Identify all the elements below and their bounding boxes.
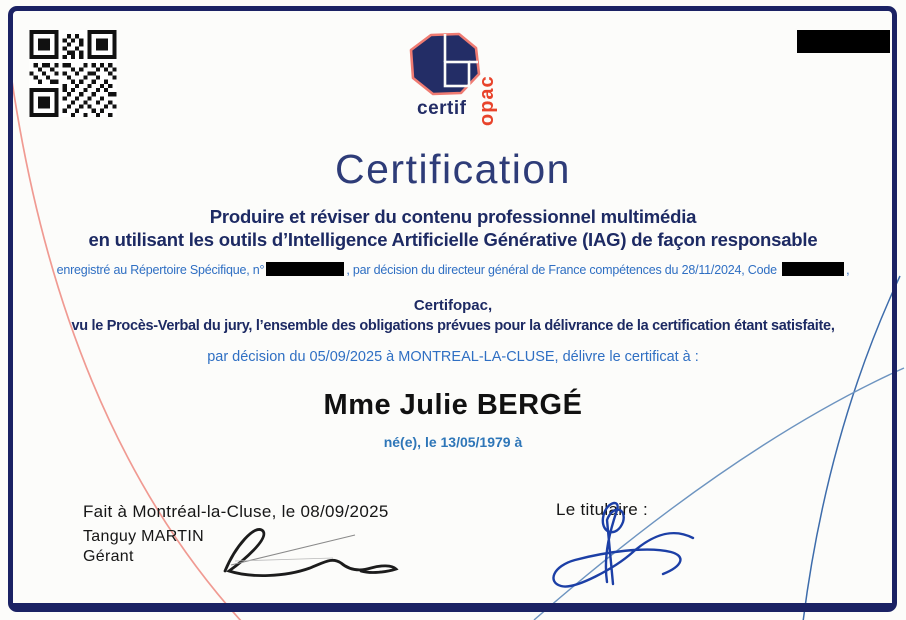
logo-opac-text: opac	[476, 75, 498, 126]
signatory-name: Tanguy MARTIN	[83, 528, 204, 545]
registration-text-1: enregistré au Répertoire Spécifique, n°	[56, 263, 265, 277]
jury-line: vu le Procès-Verbal du jury, l’ensemble des obligations prévues pour la délivrance de la certification étant satisfaite,	[71, 318, 835, 334]
registration-text-3: ,	[846, 263, 850, 277]
signatory-role: Gérant	[83, 548, 134, 565]
registration-line	[0, 262, 906, 277]
certifopac-octagon-icon	[409, 32, 481, 96]
recipient-name: Mme Julie BERGÉ	[323, 389, 583, 421]
decision-line: par décision du 05/09/2025 à MONTREAL-LA-CLUSE, délivre le certificat à :	[207, 349, 699, 365]
redaction-box-code	[782, 262, 844, 276]
redaction-box-number	[266, 262, 344, 276]
registration-text-2: , par décision du directeur général de France compétences du 28/11/2024, Code	[346, 263, 777, 277]
issuer-line: Certifopac,	[413, 297, 493, 314]
holder-label: Le titulaire :	[556, 500, 649, 519]
certifopac-logo	[401, 28, 511, 128]
issue-place-date: Fait à Montréal-la-Cluse, le 08/09/2025	[83, 502, 389, 521]
issuer-signature	[195, 505, 410, 590]
birth-line: né(e), le 13/05/1979 à	[383, 434, 523, 450]
subtitle-line-1: Produire et réviser du contenu professionnel multimédia	[209, 206, 697, 227]
qr-code	[28, 30, 118, 117]
holder-signature	[545, 492, 715, 610]
logo-certif-text: certif	[417, 98, 467, 119]
subtitle-line-2: en utilisant les outils d’Intelligence Artificielle Générative (IAG) de façon responsable	[88, 229, 818, 250]
certificate-title: Certification	[335, 146, 571, 192]
redaction-box-top-right	[797, 30, 890, 53]
